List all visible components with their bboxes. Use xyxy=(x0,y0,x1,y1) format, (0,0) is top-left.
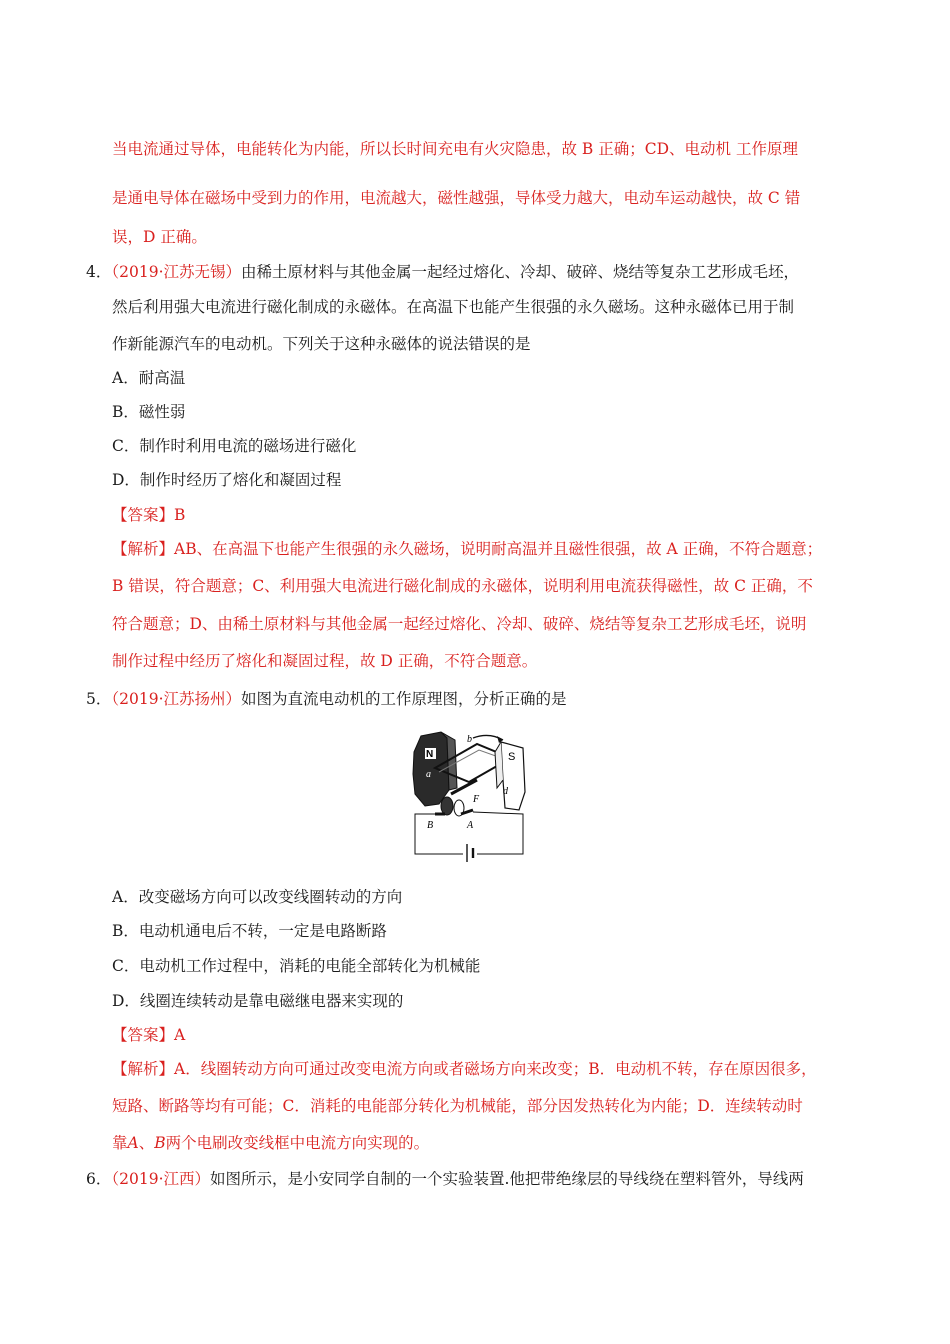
prev-analysis-line-1: 当电流通过导体，电能转化为内能，所以长时间充电有火灾隐患，故 B 正确；CD、电动机 工作原理 xyxy=(112,140,798,158)
answer-value: A xyxy=(174,1026,186,1044)
question-4-option-b: B．磁性弱 xyxy=(112,403,186,421)
question-4-stem-line-2: 然后利用强大电流进行磁化制成的永磁体。在高温下也能产生很强的永久磁场。这种永磁体已用于制 xyxy=(112,298,795,316)
answer-value: B xyxy=(174,506,186,524)
analysis-text: 两个电刷改变线框中电流方向实现的。 xyxy=(165,1134,430,1152)
question-4-analysis-line-4: 制作过程中经历了熔化和凝固过程，故 D 正确，不符合题意。 xyxy=(112,652,538,670)
question-4-answer xyxy=(112,504,185,526)
brush-label-b: B xyxy=(154,1134,166,1152)
prev-analysis-line-2: 是通电导体在磁场中受到力的作用，电流越大，磁性越强，导体受力越大，电动车运动越快，故 C 错 xyxy=(112,189,801,207)
brush-label-a: A xyxy=(127,1134,139,1152)
question-number: 5． xyxy=(86,690,112,708)
question-number: 6． xyxy=(86,1170,112,1188)
analysis-text: A．线圈转动方向可通过改变电流方向或者磁场方向来改变；B．电动机不转，存在原因很多， xyxy=(174,1060,817,1078)
question-5-option-b: B．电动机通电后不转，一定是电路断路 xyxy=(112,922,387,940)
commutator xyxy=(441,797,453,815)
question-5-option-d: D．线圈连续转动是靠电磁继电器来实现的 xyxy=(112,992,404,1010)
question-source: （2019·江苏无锡） xyxy=(111,263,241,281)
question-4-stem-line-3: 作新能源汽车的电动机。下列关于这种永磁体的说法错误的是 xyxy=(112,335,531,353)
label-brush-a: A xyxy=(467,820,474,831)
dc-motor-diagram xyxy=(411,730,527,862)
question-source: （2019·江西） xyxy=(111,1170,210,1188)
question-5-answer xyxy=(112,1024,185,1046)
label-b: b xyxy=(467,734,472,745)
label-n: N xyxy=(426,749,434,760)
label-a: a xyxy=(426,769,431,780)
answer-label: 【答案】 xyxy=(112,506,175,524)
question-stem: 如图为直流电动机的工作原理图，分析正确的是 xyxy=(241,690,567,708)
question-source: （2019·江苏扬州） xyxy=(111,690,241,708)
question-stem: 如图所示，是小安同学自制的一个实验装置.他把带绝缘层的导线绕在塑料管外，导线两 xyxy=(210,1170,804,1188)
question-4-analysis-line-3: 符合题意；D、由稀土原材料与其他金属一起经过熔化、冷却、破碎、烧结等复杂工艺形成毛坯，说明 xyxy=(112,615,807,633)
analysis-text: AB、在高温下也能产生很强的永久磁场，说明耐高温并且磁性很强，故 A 正确，不符合题意； xyxy=(174,540,823,558)
analysis-label: 【解析】 xyxy=(112,540,175,558)
answer-label: 【答案】 xyxy=(112,1026,175,1044)
analysis-text: 靠 xyxy=(112,1134,128,1152)
question-4-stem-line-1 xyxy=(86,261,799,283)
question-5-analysis-line-2: 短路、断路等均有可能；C．消耗的电能部分转化为机械能，部分因发热转化为内能；D．连续转动时 xyxy=(112,1097,803,1115)
label-d: d xyxy=(503,786,508,797)
question-5-stem xyxy=(86,688,567,710)
question-stem: 由稀土原材料与其他金属一起经过熔化、冷却、破碎、烧结等复杂工艺形成毛坯， xyxy=(241,263,800,281)
question-6-stem-line-1 xyxy=(86,1168,804,1190)
question-4-option-d: D．制作时经历了熔化和凝固过程 xyxy=(112,471,342,489)
question-5-analysis-line-3 xyxy=(112,1132,429,1154)
question-5-analysis-line-1 xyxy=(112,1058,817,1080)
label-brush-b: B xyxy=(427,820,434,831)
question-4-analysis-line-1 xyxy=(112,538,822,560)
question-4-analysis-line-2: B 错误，符合题意；C、利用强大电流进行磁化制成的永磁体，说明利用电流获得磁性，故 C 正确，不 xyxy=(112,577,813,595)
question-4-option-c: C．制作时利用电流的磁场进行磁化 xyxy=(112,437,357,455)
question-4-option-a: A．耐高温 xyxy=(112,369,186,387)
analysis-label: 【解析】 xyxy=(112,1060,175,1078)
label-f: F xyxy=(473,794,480,805)
question-5-option-a: A．改变磁场方向可以改变线圈转动的方向 xyxy=(112,888,403,906)
question-number: 4． xyxy=(86,263,112,281)
analysis-separator: 、 xyxy=(138,1134,155,1152)
question-5-option-c: C．电动机工作过程中，消耗的电能全部转化为机械能 xyxy=(112,957,481,975)
label-s: S xyxy=(508,751,516,763)
circuit-wire xyxy=(415,812,523,854)
prev-analysis-line-3: 误，D 正确。 xyxy=(112,228,207,246)
